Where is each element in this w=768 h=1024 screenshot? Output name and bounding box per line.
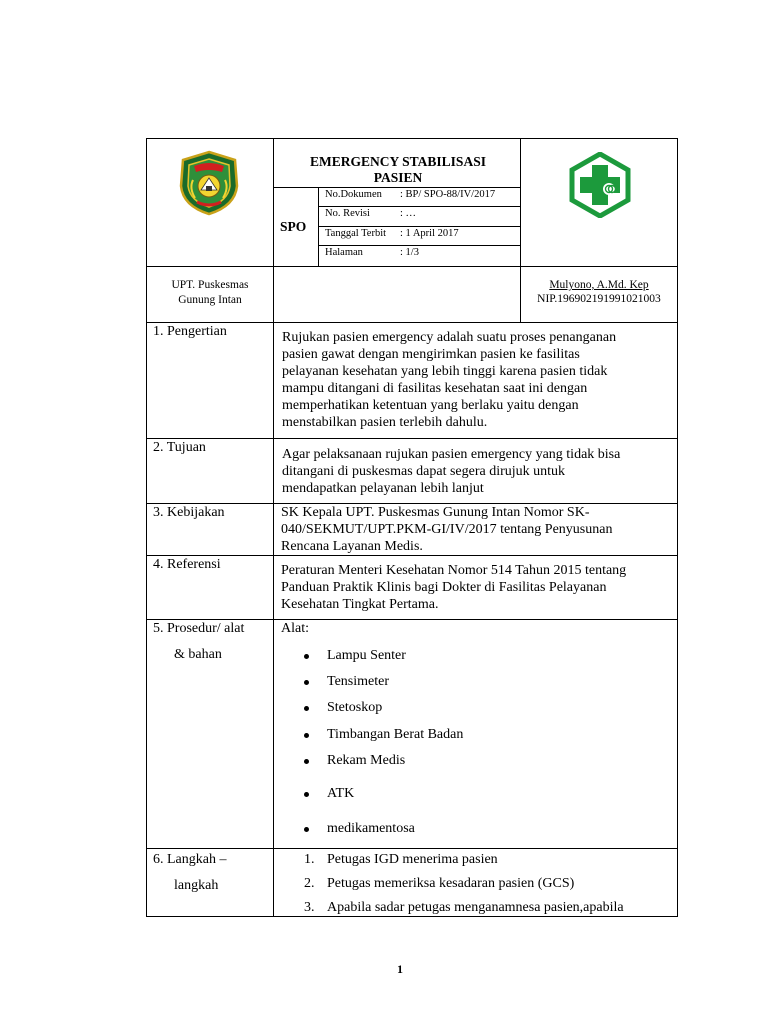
text-line: Peraturan Menteri Kesehatan Nomor 514 Tahun 2015 tentang bbox=[281, 563, 627, 578]
step-number: 1. bbox=[304, 852, 315, 867]
tujuan-text bbox=[282, 446, 670, 497]
table-border-top bbox=[146, 138, 678, 139]
section-label-langkah: 6. Langkah – bbox=[153, 852, 227, 867]
list-item: Rekam Medis bbox=[327, 753, 406, 768]
row-divider bbox=[146, 619, 678, 620]
kebijakan-text bbox=[281, 504, 670, 555]
spo-divider bbox=[318, 187, 319, 267]
row-divider bbox=[146, 266, 678, 267]
step-text: Petugas memeriksa kesadaran pasien (GCS) bbox=[327, 876, 575, 891]
signer-name: Mulyono, A.Md. Kep bbox=[549, 279, 649, 291]
bullet-icon bbox=[304, 680, 309, 685]
section-label-prosedur-cont: & bahan bbox=[174, 647, 222, 662]
text-line: Agar pelaksanaan rujukan pasien emergency yang tidak bisa bbox=[282, 447, 621, 462]
text-line: SK Kepala UPT. Puskesmas Gunung Intan Nomor SK- bbox=[281, 505, 590, 520]
step-number: 2. bbox=[304, 876, 315, 891]
table-border-bottom bbox=[146, 916, 678, 917]
step-number: 3. bbox=[304, 900, 315, 915]
list-item: Tensimeter bbox=[327, 674, 389, 689]
doc-field-label: No. Revisi bbox=[325, 208, 370, 219]
text-line: pelayanan kesehatan yang lebih tinggi karena pasien tidak bbox=[282, 364, 608, 379]
text-line: pasien gawat dengan mengirimkan pasien ke fasilitas bbox=[282, 347, 580, 362]
doc-field-label: Tanggal Terbit bbox=[325, 228, 387, 239]
text-line: Rujukan pasien emergency adalah suatu proses penanganan bbox=[282, 330, 617, 345]
list-item: medikamentosa bbox=[327, 821, 415, 836]
doc-field-divider bbox=[318, 245, 521, 246]
doc-field-value: : 1 April 2017 bbox=[400, 228, 459, 239]
text-line: menstabilkan pasien terlebih dahulu. bbox=[282, 415, 488, 430]
text-line: mampu ditangani di fasilitas kesehatan saat ini dengan bbox=[282, 381, 588, 396]
section-label-kebijakan: 3. Kebijakan bbox=[153, 505, 225, 520]
list-item: Stetoskop bbox=[327, 700, 383, 715]
column-divider bbox=[273, 138, 274, 917]
doc-field-label: Halaman bbox=[325, 247, 363, 258]
spo-label: SPO bbox=[280, 219, 307, 234]
list-item: Timbangan Berat Badan bbox=[327, 727, 464, 742]
text-line: 040/SEKMUT/UPT.PKM-GI/IV/2017 tentang Penyusunan bbox=[281, 522, 613, 537]
organization-location: Gunung Intan bbox=[178, 294, 242, 306]
text-line: mendapatkan pelayanan lebih lanjut bbox=[282, 481, 484, 496]
bullet-icon bbox=[304, 706, 309, 711]
bullet-icon bbox=[304, 792, 309, 797]
text-line: Panduan Praktik Klinis bagi Dokter di Fasilitas Pelayanan bbox=[281, 580, 607, 595]
doc-field-value: : … bbox=[400, 208, 417, 219]
page-number: 1 bbox=[397, 962, 403, 976]
section-label-referensi: 4. Referensi bbox=[153, 557, 221, 572]
section-label-pengertian: 1. Pengertian bbox=[153, 324, 227, 339]
section-label-tujuan: 2. Tujuan bbox=[153, 440, 206, 455]
text-line: Kesehatan Tingkat Pertama. bbox=[281, 597, 439, 612]
section-label-langkah-cont: langkah bbox=[174, 878, 219, 893]
row-divider bbox=[146, 322, 678, 323]
list-item: Lampu Senter bbox=[327, 648, 406, 663]
table-border-left bbox=[146, 138, 147, 917]
section-label-prosedur: 5. Prosedur/ alat bbox=[153, 621, 245, 636]
doc-field-divider bbox=[318, 206, 521, 207]
text-line: ditangani di puskesmas dapat segera dirujuk untuk bbox=[282, 464, 566, 479]
organization-name: UPT. Puskesmas bbox=[171, 279, 249, 291]
document-title-line1: EMERGENCY STABILISASI bbox=[310, 154, 486, 169]
referensi-text bbox=[281, 562, 670, 613]
document-title-line2: PASIEN bbox=[373, 170, 423, 185]
text-line: Rencana Layanan Medis. bbox=[281, 539, 423, 554]
doc-field-divider bbox=[273, 187, 521, 188]
list-item: ATK bbox=[327, 786, 355, 801]
table-border-right bbox=[677, 138, 678, 917]
bullet-icon bbox=[304, 654, 309, 659]
bullet-icon bbox=[304, 759, 309, 764]
doc-field-value: : BP/ SPO-88/IV/2017 bbox=[400, 189, 496, 200]
alat-heading: Alat: bbox=[281, 621, 309, 636]
pengertian-text bbox=[282, 329, 670, 431]
doc-field-label: No.Dokumen bbox=[325, 189, 382, 200]
row-divider bbox=[146, 555, 678, 556]
step-text: Apabila sadar petugas menganamnesa pasien,apabila bbox=[327, 900, 624, 915]
step-text: Petugas IGD menerima pasien bbox=[327, 852, 498, 867]
row-divider bbox=[146, 438, 678, 439]
signer-nip: NIP.196902191991021003 bbox=[537, 293, 661, 305]
bullet-icon bbox=[304, 733, 309, 738]
doc-field-divider bbox=[318, 226, 521, 227]
doc-field-value: : 1/3 bbox=[400, 247, 419, 258]
text-line: memperhatikan ketentuan yang berlaku yaitu dengan bbox=[282, 398, 579, 413]
row-divider bbox=[146, 848, 678, 849]
regional-emblem-icon bbox=[177, 150, 241, 216]
health-cross-logo-icon bbox=[567, 152, 633, 218]
bullet-icon bbox=[304, 827, 309, 832]
